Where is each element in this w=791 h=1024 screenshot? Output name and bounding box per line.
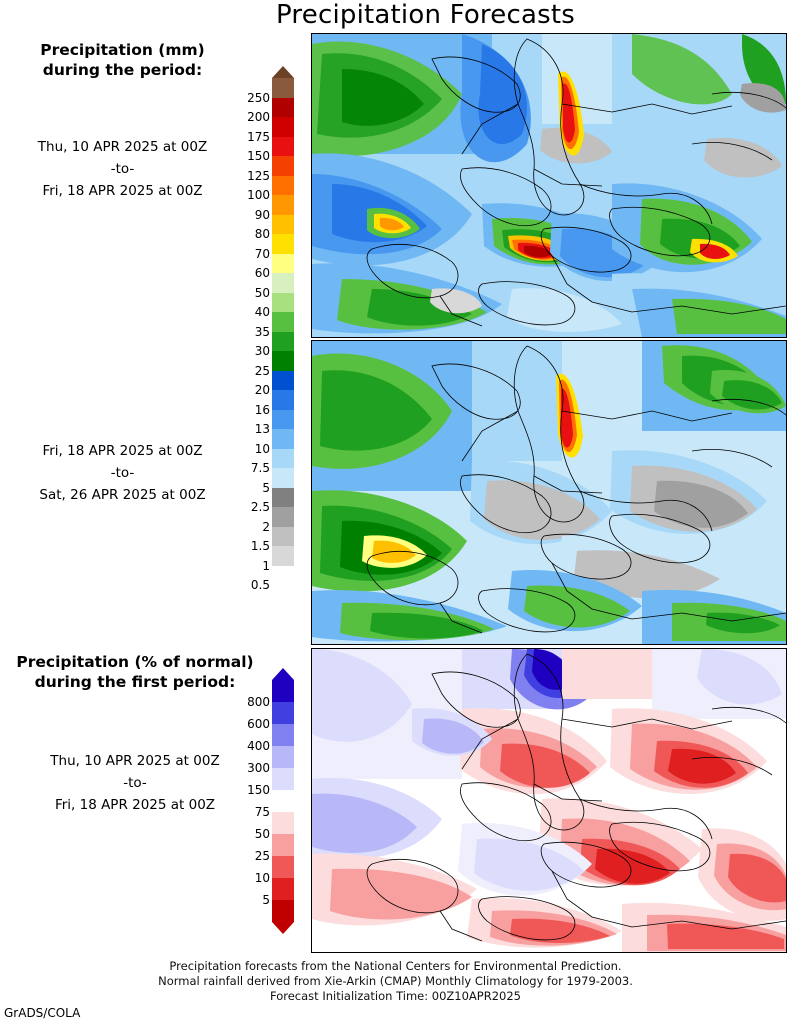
- legend-precip-mm-heading-1: Precipitation (mm): [40, 41, 205, 59]
- colorbar-tick-label: 50: [254, 285, 270, 300]
- colorbar-tick-label: 90: [254, 207, 270, 222]
- colorbar-segment: [272, 507, 294, 527]
- colorbar-segment: [272, 680, 294, 702]
- percent-of-normal-field: [312, 649, 786, 952]
- colorbar-segment: [272, 566, 294, 586]
- colorbar-precip-mm-ticks: [236, 66, 270, 626]
- footnote-line-1: Precipitation forecasts from the National Centers for Environmental Prediction.: [169, 959, 622, 973]
- colorbar-tick-label: 1.5: [250, 539, 270, 553]
- colorbar-segment: [272, 790, 294, 812]
- colorbar-tick-label: 80: [254, 227, 270, 241]
- legend-percent-labels: [4, 652, 266, 816]
- colorbar-tick-label: 5: [262, 480, 270, 495]
- colorbar-segment: [272, 746, 294, 768]
- colorbar-tick-label: 0.5: [250, 578, 270, 592]
- colorbar-tick-label: 20: [254, 383, 270, 397]
- colorbar-segment: [272, 137, 294, 157]
- colorbar-bottom-arrow: [272, 922, 294, 934]
- colorbar-tick-label: 300: [247, 761, 270, 775]
- colorbar-tick-label: 100: [247, 188, 270, 202]
- colorbar-segment: [272, 812, 294, 834]
- colorbar-top-arrow: [272, 668, 294, 680]
- colorbar-bottom-arrow: [272, 585, 294, 597]
- colorbar-tick-label: 16: [254, 402, 270, 417]
- colorbar-segment: [272, 724, 294, 746]
- colorbar-tick-label: 40: [254, 305, 270, 319]
- colorbar-tick-label: 200: [247, 110, 270, 124]
- colorbar-tick-label: 25: [254, 363, 270, 378]
- forecast-period-1-map[interactable]: [311, 33, 787, 338]
- period-2-precip-field: [312, 341, 786, 644]
- colorbar-tick-label: 600: [247, 717, 270, 731]
- legend-percent-heading-2: during the first period:: [34, 673, 236, 691]
- colorbar-tick-label: 13: [254, 422, 270, 436]
- colorbar-segment: [272, 273, 294, 293]
- colorbar-segment: [272, 878, 294, 900]
- page-title: [0, 0, 791, 30]
- colorbar-tick-label: 175: [247, 129, 270, 144]
- colorbar-segment: [272, 176, 294, 196]
- colorbar-tick-label: 60: [254, 266, 270, 280]
- colorbar-tick-label: 10: [254, 441, 270, 456]
- colorbar-segment: [272, 215, 294, 235]
- colorbar-segment: [272, 768, 294, 790]
- colorbar-tick-label: 125: [247, 168, 270, 183]
- colorbar-segment: [272, 527, 294, 547]
- colorbar-tick-label: 25: [254, 849, 270, 863]
- colorbar-percent-of-normal-ticks: [236, 668, 270, 936]
- colorbar-tick-label: 2: [262, 519, 270, 534]
- period1-to: -to-: [110, 161, 135, 177]
- period1-start: Thu, 10 APR 2025 at 00Z: [37, 139, 208, 155]
- colorbar-tick-label: 5: [262, 893, 270, 907]
- colorbar-tick-label: 50: [254, 827, 270, 841]
- colorbar-tick-label: 75: [254, 805, 270, 819]
- footnote-line-2: Normal rainfall derived from Xie-Arkin (CMAP) Monthly Climatology for 1979-2003.: [158, 974, 633, 988]
- period3-end: Fri, 18 APR 2025 at 00Z: [54, 797, 216, 813]
- colorbar-segment: [272, 449, 294, 469]
- period-1-precip-field: [312, 34, 786, 337]
- colorbar-top-arrow: [272, 66, 294, 78]
- colorbar-segment: [272, 429, 294, 449]
- colorbar-tick-label: 35: [254, 324, 270, 339]
- colorbar-tick-label: 150: [247, 149, 270, 163]
- legend-period2-labels: [10, 440, 235, 506]
- period3-to: -to-: [123, 775, 147, 791]
- page-title-text: Precipitation Forecasts: [276, 0, 575, 30]
- colorbar-segment: [272, 332, 294, 352]
- period2-to: -to-: [110, 465, 135, 481]
- colorbar-tick-label: 70: [254, 246, 270, 261]
- colorbar-segment: [272, 254, 294, 274]
- colorbar-segment: [272, 293, 294, 313]
- period2-end: Sat, 26 APR 2025 at 00Z: [39, 487, 206, 503]
- colorbar-segment: [272, 410, 294, 430]
- colorbar-tick-label: 7.5: [250, 461, 270, 475]
- footnote: [0, 959, 791, 1004]
- colorbar-segment: [272, 78, 294, 98]
- period2-start: Fri, 18 APR 2025 at 00Z: [42, 443, 203, 459]
- period3-start: Thu, 10 APR 2025 at 00Z: [50, 753, 220, 769]
- colorbar-segment: [272, 856, 294, 878]
- colorbar-tick-label: 30: [254, 344, 270, 358]
- colorbar-tick-label: 250: [247, 90, 270, 105]
- colorbar-tick-label: 1: [262, 558, 270, 573]
- legend-precip-mm-labels: [10, 40, 235, 202]
- colorbar-tick-label: 10: [254, 871, 270, 885]
- colorbar-tick-label: 150: [247, 783, 270, 797]
- colorbar-segment: [272, 468, 294, 488]
- period1-end: Fri, 18 APR 2025 at 00Z: [42, 183, 203, 199]
- legend-precip-mm-heading-2: during the period:: [42, 61, 203, 79]
- colorbar-tick-label: 2.5: [250, 500, 270, 514]
- colorbar-segment: [272, 546, 294, 566]
- colorbar-segment: [272, 312, 294, 332]
- colorbar-segment: [272, 390, 294, 410]
- colorbar-precip-mm: [272, 66, 294, 597]
- colorbar-segment: [272, 234, 294, 254]
- footnote-line-3: Forecast Initialization Time: 00Z10APR2025: [270, 989, 521, 1003]
- colorbar-segment: [272, 117, 294, 137]
- percent-of-normal-map[interactable]: [311, 648, 787, 953]
- colorbar-tick-label: 400: [247, 739, 270, 753]
- colorbar-segment: [272, 371, 294, 391]
- colorbar-segment: [272, 702, 294, 724]
- legend-percent-heading-1: Precipitation (% of normal): [16, 653, 254, 671]
- colorbar-segment: [272, 98, 294, 118]
- colorbar-segment: [272, 488, 294, 508]
- colorbar-percent-of-normal: [272, 668, 294, 934]
- colorbar-segment: [272, 900, 294, 922]
- colorbar-segment: [272, 195, 294, 215]
- forecast-period-2-map[interactable]: [311, 340, 787, 645]
- colorbar-segment: [272, 156, 294, 176]
- colorbar-tick-label: 800: [247, 695, 270, 709]
- colorbar-segment: [272, 351, 294, 371]
- credit-label: GrADS/COLA: [4, 1006, 81, 1020]
- colorbar-segment: [272, 834, 294, 856]
